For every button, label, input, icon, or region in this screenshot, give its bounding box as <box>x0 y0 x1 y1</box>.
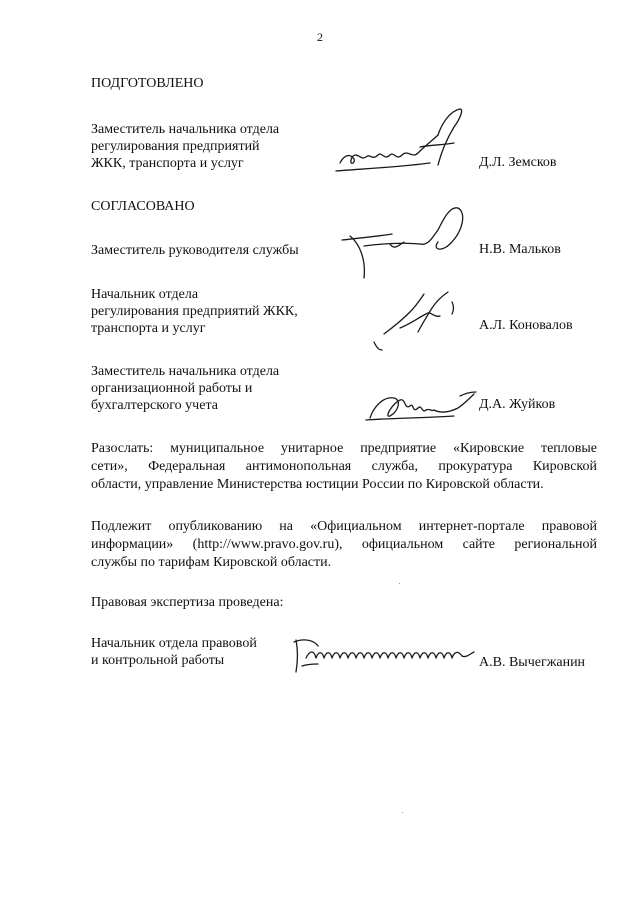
signer-name: Н.В. Мальков <box>479 242 561 257</box>
agreed-position <box>91 363 321 414</box>
paragraph-line: Подлежит опубликованию на «Официальном интернет-портале правовой <box>91 519 597 534</box>
position-line: Начальник отдела <box>91 287 199 302</box>
signature-konovalov <box>370 288 470 358</box>
position-line: Начальник отдела правовой <box>91 636 257 651</box>
signature-malkov <box>320 200 470 280</box>
signer-name: Д.Л. Земсков <box>479 155 557 170</box>
signer-name: А.В. Вычегжанин <box>479 655 586 670</box>
position-line: Заместитель начальника отдела <box>91 122 280 137</box>
position-line: ЖКК, транспорта и услуг <box>91 156 244 171</box>
agreed-position <box>91 286 321 337</box>
position-line: транспорта и услуг <box>91 321 206 336</box>
paragraph-line: сети», Федеральная антимонопольная служба, прокуратура Кировской <box>91 459 597 474</box>
signature-vychegzhanin <box>288 630 478 680</box>
agreed-heading: СОГЛАСОВАНО <box>91 199 195 214</box>
page-number: 2 <box>317 30 323 44</box>
publication-paragraph <box>91 518 597 572</box>
signer-name: Д.А. Жуйков <box>479 397 556 412</box>
signer-name: А.Л. Коновалов <box>479 318 573 333</box>
position-line: организационной работы и <box>91 381 253 396</box>
paragraph-line: службы по тарифам Кировской области. <box>91 555 332 570</box>
agreed-position <box>91 242 321 259</box>
legal-review-statement: Правовая экспертиза проведена: <box>91 595 284 610</box>
prepared-position <box>91 121 321 172</box>
paragraph-line: области, управление Министерства юстиции России по Кировской области. <box>91 477 544 492</box>
legal-review-position <box>91 635 321 669</box>
distribution-paragraph <box>91 440 597 494</box>
paragraph-line: Разослать: муниципальное унитарное предприятие «Кировские тепловые <box>91 441 597 456</box>
paragraph-line: информации» (http://www.pravo.gov.ru), официальном сайте региональной <box>91 537 597 552</box>
position-line: Заместитель руководителя службы <box>91 243 299 258</box>
prepared-heading: ПОДГОТОВЛЕНО <box>91 76 204 91</box>
signature-zhuikov <box>364 386 484 436</box>
position-line: регулирования предприятий <box>91 139 260 154</box>
signature-zemskov <box>330 105 470 185</box>
position-line: и контрольной работы <box>91 653 225 668</box>
position-line: регулирования предприятий ЖКК, <box>91 304 298 319</box>
position-line: бухгалтерского учета <box>91 398 218 413</box>
position-line: Заместитель начальника отдела <box>91 364 280 379</box>
